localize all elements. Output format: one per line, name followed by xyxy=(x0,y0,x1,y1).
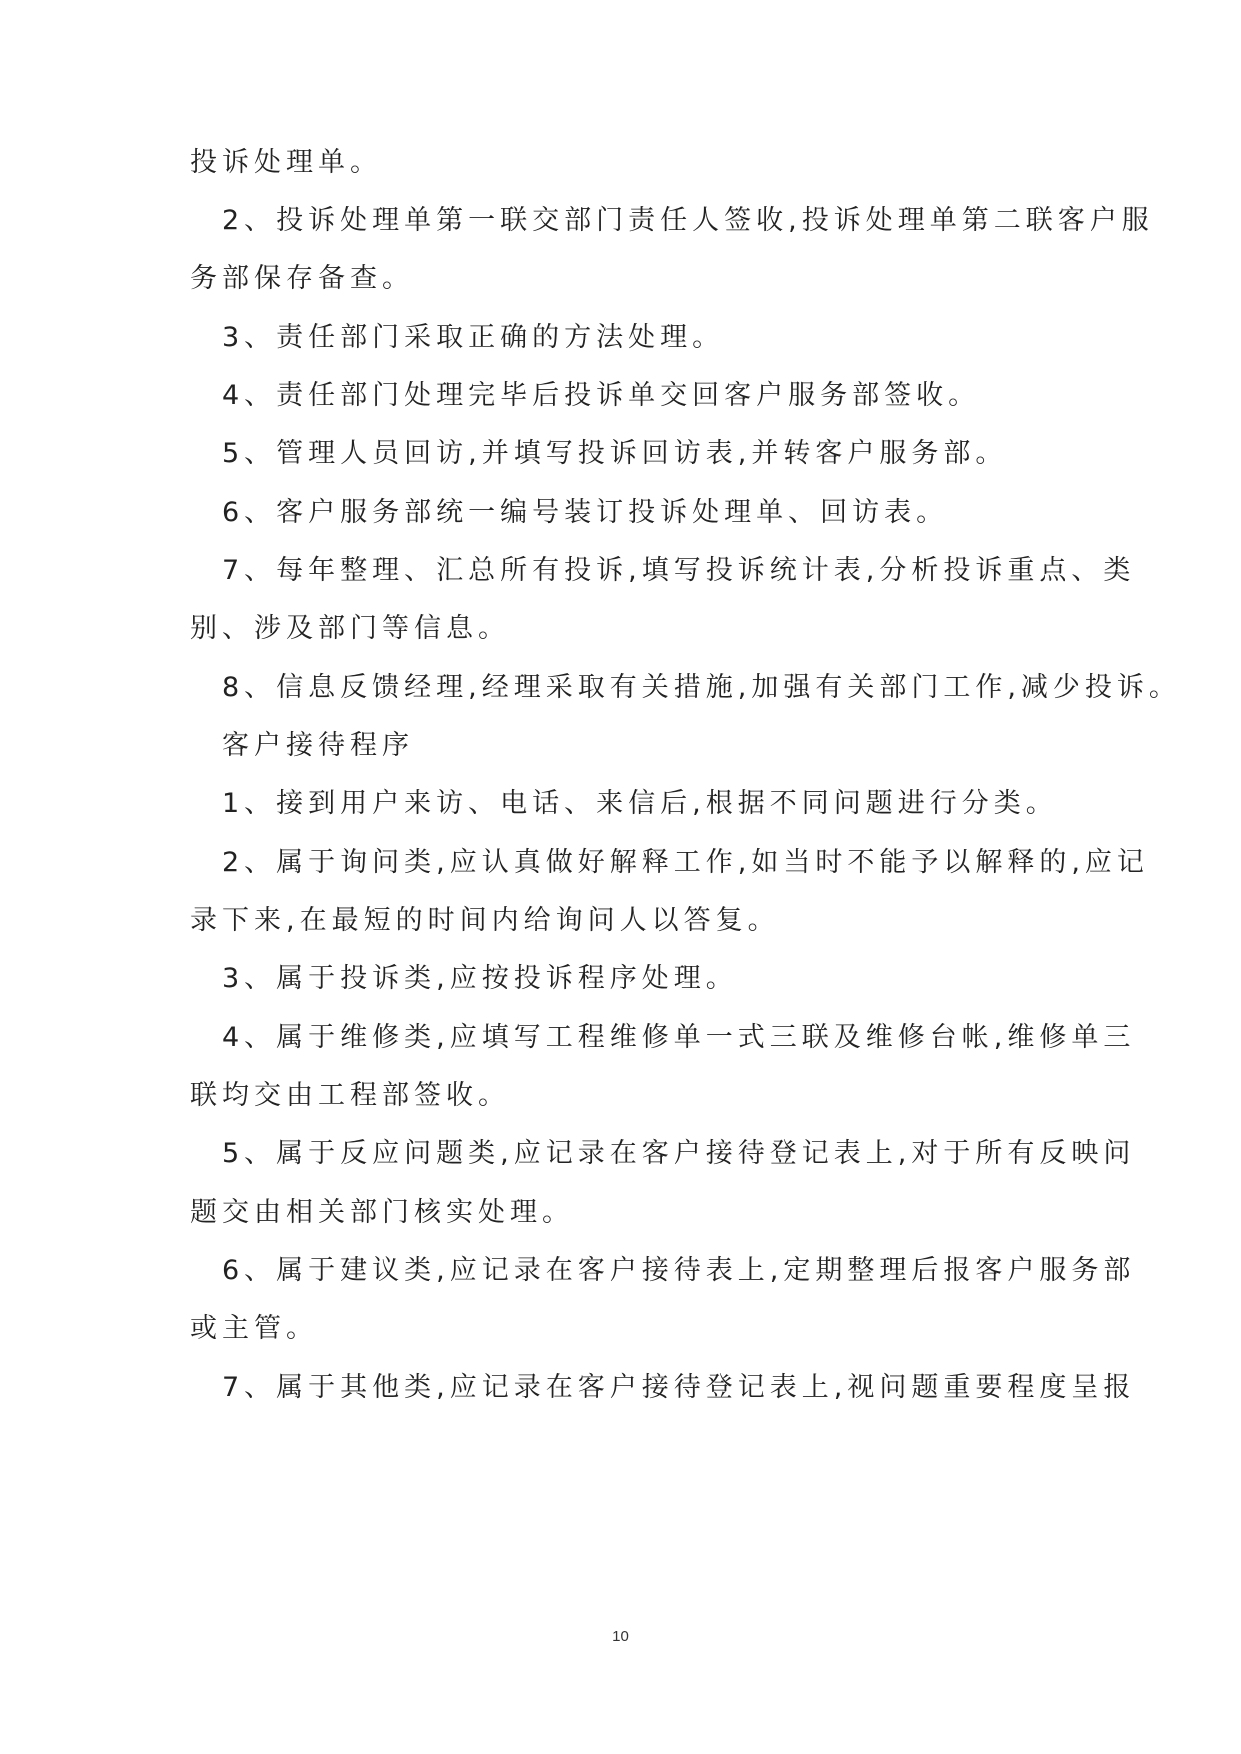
text-line: 7、属于其他类,应记录在客户接待登记表上,视问题重要程度呈报 xyxy=(190,1372,1136,1403)
text-line: 1、接到用户来访、电话、来信后,根据不同问题进行分类。 xyxy=(190,788,1058,819)
text-line: 2、属于询问类,应认真做好解释工作,如当时不能予以解释的,应记 xyxy=(190,847,1149,878)
text-line: 录下来,在最短的时间内给询问人以答复。 xyxy=(190,905,780,936)
text-line: 5、属于反应问题类,应记录在客户接待登记表上,对于所有反映问 xyxy=(190,1138,1136,1169)
text-line: 8、信息反馈经理,经理采取有关措施,加强有关部门工作,减少投诉。 xyxy=(190,672,1181,703)
text-line: 4、责任部门处理完毕后投诉单交回客户服务部签收。 xyxy=(190,380,981,411)
text-line: 2、投诉处理单第一联交部门责任人签收,投诉处理单第二联客户服 xyxy=(190,205,1154,236)
section-heading: 客户接待程序 xyxy=(190,730,414,761)
text-line: 务部保存备查。 xyxy=(190,263,414,294)
text-line: 投诉处理单。 xyxy=(190,147,382,178)
text-line: 6、客户服务部统一编号装订投诉处理单、回访表。 xyxy=(190,497,949,528)
text-line: 别、涉及部门等信息。 xyxy=(190,613,510,644)
text-line: 或主管。 xyxy=(190,1313,318,1344)
text-line: 题交由相关部门核实处理。 xyxy=(190,1197,574,1228)
page-number: 10 xyxy=(612,1628,629,1645)
text-line: 6、属于建议类,应记录在客户接待表上,定期整理后报客户服务部 xyxy=(190,1255,1136,1286)
text-line: 3、属于投诉类,应按投诉程序处理。 xyxy=(190,963,738,994)
text-line: 4、属于维修类,应填写工程维修单一式三联及维修台帐,维修单三 xyxy=(190,1022,1136,1053)
text-line: 3、责任部门采取正确的方法处理。 xyxy=(190,322,725,353)
text-line: 7、每年整理、汇总所有投诉,填写投诉统计表,分析投诉重点、类 xyxy=(190,555,1136,586)
text-line: 联均交由工程部签收。 xyxy=(190,1080,510,1111)
text-line: 5、管理人员回访,并填写投诉回访表,并转客户服务部。 xyxy=(190,438,1008,469)
